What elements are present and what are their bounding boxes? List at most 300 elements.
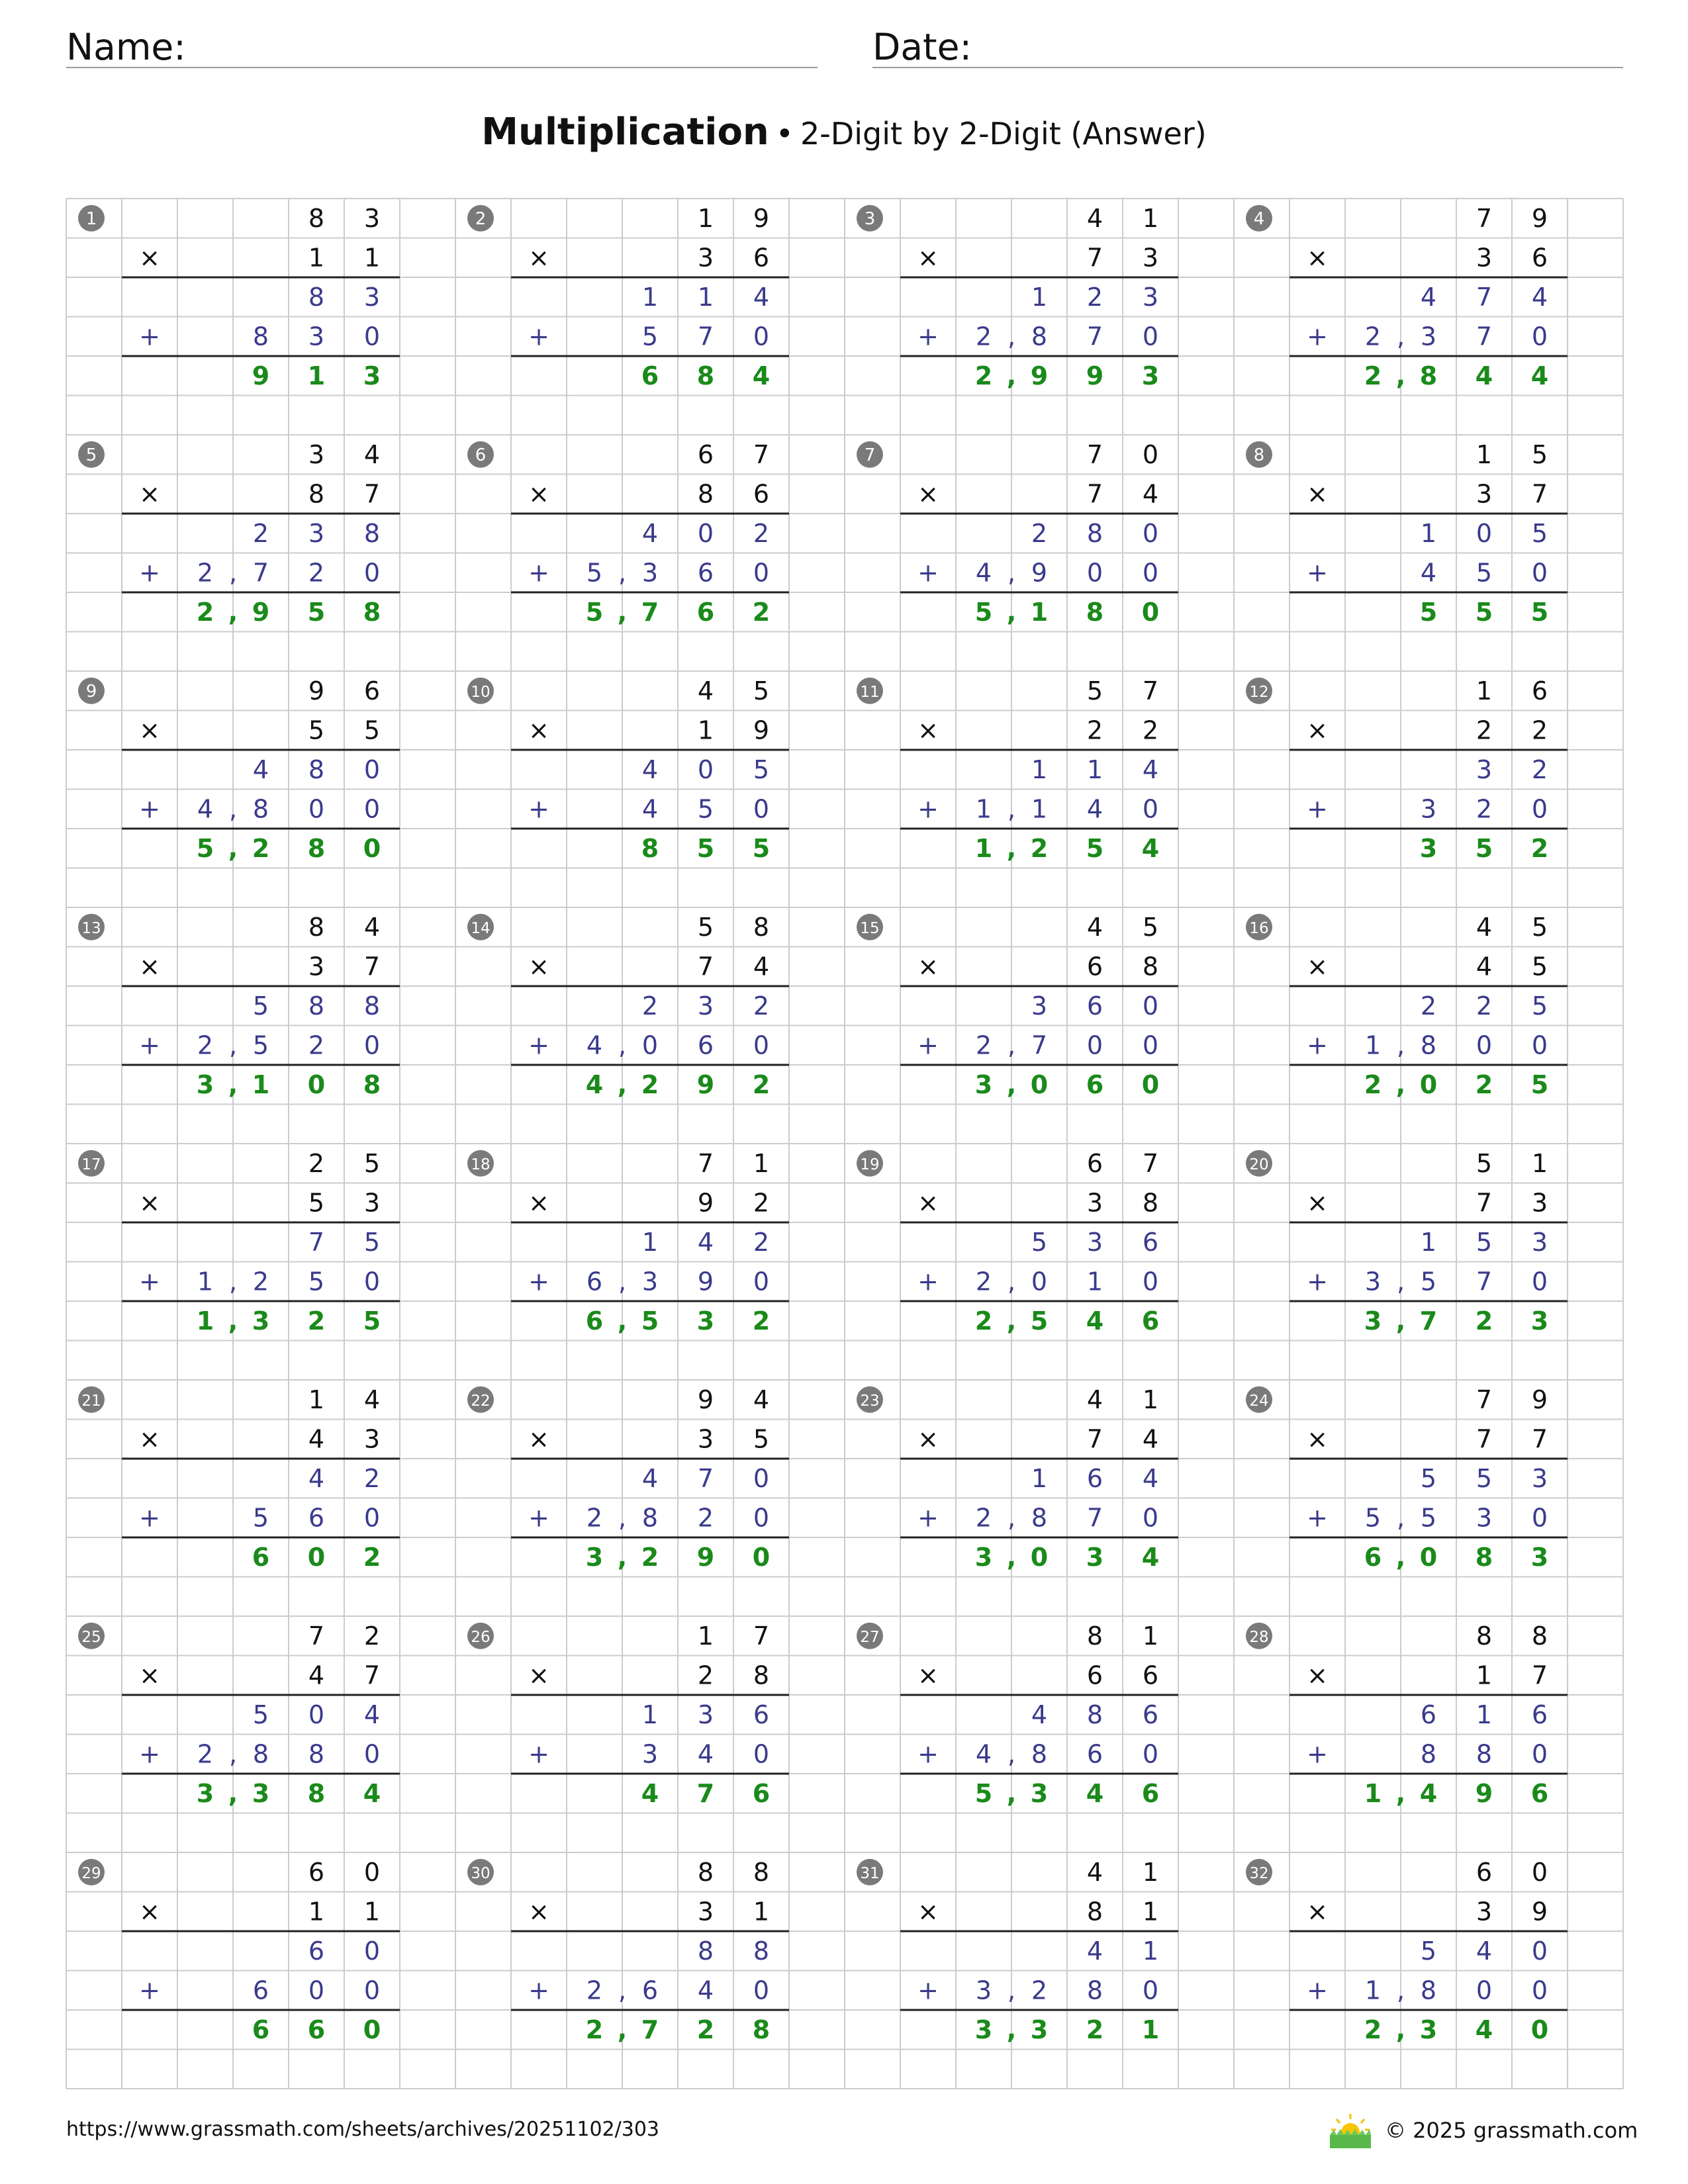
footer-copyright: © 2025 grassmath.com [1385,2118,1638,2143]
multiplier-digit: 5 [363,715,381,745]
answer-digit: 0 [1530,2015,1549,2044]
partial-product-digit: 3 [697,1700,714,1729]
multiplicand-digit: 8 [308,203,325,233]
partial-product-digit: 1 [641,1227,659,1257]
answer-digit: 0 [307,1069,326,1099]
multiplier-digit: 3 [363,1188,381,1218]
partial-product-digit: 4 [641,1463,659,1493]
answer-comma: , [1006,1542,1017,1572]
times-sign: × [1307,715,1328,745]
times-sign: × [139,952,160,981]
problem-22 [467,1385,789,1572]
partial-product-digit: 8 [641,1503,659,1533]
multiplicand-digit: 8 [697,1857,714,1887]
multiplier-digit: 6 [1086,1661,1103,1690]
answer-digit: 6 [1141,1778,1160,1808]
grid-lines [66,199,1623,2089]
multiplicand-digit: 4 [1086,1857,1103,1887]
answer-comma: , [228,1069,238,1099]
problem-10 [467,676,789,863]
multiplicand-digit: 4 [753,1385,770,1414]
multiplier-digit: 7 [1086,479,1103,509]
multiplier-digit: 8 [697,479,714,509]
problem-26 [467,1621,789,1808]
multiplicand-digit: 4 [1086,912,1103,942]
partial-product-digit: 2 [1031,1976,1048,2005]
multiplier-digit: 3 [697,1897,714,1927]
partial-product-digit: 0 [1142,322,1159,351]
multiplicand-digit: 0 [1142,439,1159,469]
answer-comma: , [617,1542,628,1572]
partial-product-digit: 7 [697,322,714,351]
times-sign: × [917,479,939,509]
times-sign: × [139,1661,160,1690]
partial-product-digit: 6 [1086,1739,1103,1769]
answer-digit: 2 [1475,1306,1493,1336]
multiplier-digit: 9 [753,715,770,745]
answer-digit: 2 [1364,2015,1382,2044]
answer-digit: 9 [252,361,270,390]
multiplier-digit: 8 [1086,1897,1103,1927]
partial-product-digit: 2 [1420,991,1437,1021]
partial-product-digit: 0 [753,794,770,824]
multiplicand-digit: 1 [1142,203,1159,233]
problem-29 [78,1858,400,2044]
multiplicand-digit: 7 [697,1148,714,1178]
partial-product-digit: 3 [1476,754,1493,784]
plus-sign: + [139,1976,160,2005]
partial-product-digit: 0 [1142,1030,1159,1060]
partial-product-digit: 5 [1420,1267,1437,1297]
answer-digit: 3 [196,1778,214,1808]
problem-8 [1246,440,1568,627]
partial-product-digit: 2 [308,558,325,588]
problem-number: 19 [860,1156,880,1173]
answer-comma: , [228,1778,238,1808]
multiplicand-digit: 7 [753,439,770,469]
partial-product-digit: 3 [975,1976,992,2005]
times-sign: × [917,952,939,981]
partial-product-digit: 2 [1476,794,1493,824]
answer-digit: 9 [696,1542,715,1572]
partial-product-digit: 0 [753,1503,770,1533]
partial-product-digit: 1 [1031,282,1048,312]
answer-digit: 8 [641,833,659,863]
partial-product-digit: 4 [697,1227,714,1257]
multiplicand-digit: 7 [1476,203,1493,233]
partial-product-digit: 5 [252,1700,269,1729]
times-sign: × [917,1661,939,1690]
problem-number: 30 [471,1864,491,1882]
multiplier-digit: 8 [308,479,325,509]
partial-product-digit: 1 [641,282,659,312]
times-sign: × [139,1188,160,1218]
answer-digit: 7 [641,2015,659,2044]
partial-product-digit: 2 [641,991,659,1021]
answer-digit: 6 [585,1306,604,1336]
answer-digit: 3 [974,2015,993,2044]
partial-product-digit: 8 [1031,1503,1048,1533]
answer-digit: 5 [1530,1069,1549,1099]
partial-product-digit: 2 [1031,518,1048,548]
answer-digit: 0 [1419,1542,1438,1572]
plus-sign: + [1307,1267,1328,1297]
partial-product-digit: 5 [1476,1227,1493,1257]
times-sign: × [1307,243,1328,273]
answer-digit: 3 [974,1542,993,1572]
multiplicand-digit: 0 [363,1857,381,1887]
partial-product-digit: 2 [975,1030,992,1060]
partial-product-digit: 1 [1476,1700,1493,1729]
partial-product-digit: 7 [1086,1503,1103,1533]
partial-product-comma: , [618,1503,627,1533]
answer-digit: 0 [1141,1069,1160,1099]
multiplicand-digit: 2 [308,1148,325,1178]
answer-digit: 4 [585,1069,604,1099]
plus-sign: + [528,1739,549,1769]
partial-product-digit: 0 [1086,558,1103,588]
problem-number: 2 [475,208,487,229]
problem-number: 20 [1249,1156,1269,1173]
multiplier-digit: 7 [1476,1424,1493,1454]
answer-digit: 7 [641,597,659,627]
multiplier-digit: 2 [1086,715,1103,745]
partial-product-digit: 3 [308,518,325,548]
answer-digit: 3 [252,1306,270,1336]
partial-product-comma: , [1007,1030,1016,1060]
answer-digit: 1 [307,361,326,390]
partial-product-digit: 0 [1031,1267,1048,1297]
answer-comma: , [228,833,238,863]
plus-sign: + [1307,558,1328,588]
answer-digit: 3 [1364,1306,1382,1336]
partial-product-digit: 4 [697,1976,714,2005]
multiplicand-digit: 1 [1476,439,1493,469]
multiplicand-digit: 2 [363,1621,381,1651]
problem-number: 6 [475,445,487,465]
multiplicand-digit: 6 [308,1857,325,1887]
partial-product-digit: 2 [1531,754,1548,784]
multiplier-digit: 8 [1142,952,1159,981]
multiplier-digit: 6 [753,243,770,273]
problem-number: 13 [81,919,101,937]
problem-5 [78,440,400,627]
answer-comma: , [1006,1778,1017,1808]
partial-product-digit: 6 [1531,1700,1548,1729]
partial-product-digit: 0 [753,1463,770,1493]
times-sign: × [1307,1897,1328,1927]
partial-product-digit: 9 [697,1267,714,1297]
partial-product-digit: 2 [753,1227,770,1257]
partial-product-digit: 4 [975,1739,992,1769]
times-sign: × [139,1897,160,1927]
problem-number: 12 [1249,683,1269,701]
partial-product-digit: 3 [1531,1227,1548,1257]
plus-sign: + [1307,794,1328,824]
problem-number: 24 [1249,1392,1269,1410]
answer-digit: 5 [974,1778,993,1808]
partial-product-digit: 4 [308,1463,325,1493]
partial-product-digit: 6 [1142,1227,1159,1257]
multiplier-digit: 1 [697,715,714,745]
answer-digit: 0 [363,833,381,863]
answer-digit: 0 [363,2015,381,2044]
answer-digit: 0 [307,1542,326,1572]
problem-28 [1246,1621,1568,1808]
partial-product-digit: 0 [363,322,381,351]
answer-digit: 8 [363,597,381,627]
partial-product-digit: 1 [1142,1936,1159,1966]
answer-comma: , [1395,1069,1406,1099]
multiplier-digit: 3 [1531,1188,1548,1218]
partial-product-digit: 1 [1420,1227,1437,1257]
partial-product-digit: 5 [697,794,714,824]
partial-product-digit: 7 [1476,322,1493,351]
multiplicand-digit: 1 [1476,676,1493,705]
answer-comma: , [1395,1778,1406,1808]
plus-sign: + [917,1976,939,2005]
partial-product-digit: 3 [363,282,381,312]
partial-product-comma: , [1396,1503,1405,1533]
partial-product-digit: 3 [641,1267,659,1297]
times-sign: × [917,1188,939,1218]
plus-sign: + [139,558,160,588]
problem-number: 16 [1249,919,1269,937]
partial-product-digit: 5 [308,1267,325,1297]
partial-product-digit: 5 [252,991,269,1021]
partial-product-digit: 0 [753,558,770,588]
partial-product-digit: 1 [1420,518,1437,548]
multiplier-digit: 7 [1476,1188,1493,1218]
partial-product-digit: 1 [641,1700,659,1729]
partial-product-comma: , [1396,1976,1405,2005]
problem-number: 7 [864,445,876,465]
answer-digit: 3 [363,361,381,390]
answer-comma: , [1006,833,1017,863]
times-sign: × [528,1188,549,1218]
multiplier-digit: 7 [1531,1661,1548,1690]
problem-number: 9 [85,681,97,702]
partial-product-comma: , [618,1030,627,1060]
answer-digit: 8 [1419,361,1438,390]
problem-number: 5 [85,445,97,465]
partial-product-comma: , [1396,322,1405,351]
partial-product-digit: 6 [1142,1700,1159,1729]
plus-sign: + [917,558,939,588]
partial-product-digit: 8 [1420,1030,1437,1060]
multiplier-digit: 1 [308,243,325,273]
partial-product-digit: 2 [252,1267,269,1297]
partial-product-digit: 0 [1142,794,1159,824]
answer-digit: 2 [1530,833,1549,863]
answer-digit: 3 [1419,833,1438,863]
partial-product-digit: 2 [1364,322,1382,351]
title-separator: • [775,116,794,152]
partial-product-digit: 5 [586,558,603,588]
problem-1 [78,204,400,390]
partial-product-digit: 0 [1142,991,1159,1021]
partial-product-digit: 0 [1142,518,1159,548]
answer-digit: 2 [752,1069,771,1099]
partial-product-digit: 4 [641,754,659,784]
multiplier-digit: 2 [1142,715,1159,745]
answer-digit: 2 [307,1306,326,1336]
partial-product-digit: 0 [363,558,381,588]
plus-sign: + [528,322,549,351]
partial-product-digit: 8 [363,991,381,1021]
multiplicand-digit: 4 [1086,203,1103,233]
answer-comma: , [617,1069,628,1099]
partial-product-digit: 8 [1031,1739,1048,1769]
times-sign: × [139,1424,160,1454]
problem-11 [857,676,1178,863]
partial-product-digit: 2 [697,1503,714,1533]
partial-product-digit: 5 [1364,1503,1382,1533]
partial-product-comma: , [228,794,238,824]
multiplicand-digit: 5 [1142,912,1159,942]
answer-digit: 5 [307,597,326,627]
answer-digit: 3 [1530,1542,1549,1572]
partial-product-digit: 6 [753,1700,770,1729]
problem-number: 23 [860,1392,880,1410]
partial-product-digit: 0 [363,754,381,784]
partial-product-digit: 7 [1476,282,1493,312]
multiplier-digit: 6 [753,479,770,509]
plus-sign: + [528,558,549,588]
partial-product-digit: 3 [697,991,714,1021]
times-sign: × [1307,1661,1328,1690]
partial-product-digit: 8 [1086,1700,1103,1729]
partial-product-digit: 0 [308,1700,325,1729]
partial-product-digit: 2 [753,991,770,1021]
partial-product-digit: 3 [1420,794,1437,824]
partial-product-digit: 6 [1420,1700,1437,1729]
answer-digit: 9 [696,1069,715,1099]
multiplicand-digit: 3 [363,203,381,233]
multiplicand-digit: 9 [697,1385,714,1414]
partial-product-digit: 0 [753,1030,770,1060]
multiplicand-digit: 6 [1476,1857,1493,1887]
answer-digit: 0 [752,1542,771,1572]
times-sign: × [528,1897,549,1927]
multiplier-digit: 7 [363,952,381,981]
multiplier-digit: 1 [753,1897,770,1927]
partial-product-digit: 4 [641,518,659,548]
answer-digit: 3 [196,1069,214,1099]
times-sign: × [528,715,549,745]
answer-digit: 5 [696,833,715,863]
multiplicand-digit: 6 [363,676,381,705]
answer-digit: 0 [1419,1069,1438,1099]
partial-product-digit: 6 [1086,991,1103,1021]
multiplicand-digit: 1 [1142,1621,1159,1651]
partial-product-comma: , [1007,794,1016,824]
answer-digit: 4 [1475,361,1493,390]
partial-product-comma: , [1396,1030,1405,1060]
answer-digit: 8 [696,361,715,390]
answer-digit: 6 [252,2015,270,2044]
partial-product-digit: 0 [363,1739,381,1769]
partial-product-digit: 4 [252,754,269,784]
plus-sign: + [1307,1503,1328,1533]
partial-product-digit: 7 [1476,1267,1493,1297]
multiplicand-digit: 8 [308,912,325,942]
partial-product-digit: 5 [753,754,770,784]
partial-product-digit: 2 [975,322,992,351]
partial-product-digit: 2 [975,1503,992,1533]
plus-sign: + [139,322,160,351]
partial-product-comma: , [1007,558,1016,588]
partial-product-comma: , [228,558,238,588]
answer-digit: 5 [363,1306,381,1336]
multiplicand-digit: 5 [1531,439,1548,469]
multiplicand-digit: 1 [697,1621,714,1651]
partial-product-comma: , [1396,1267,1405,1297]
partial-product-digit: 0 [308,794,325,824]
partial-product-digit: 1 [697,282,714,312]
partial-product-digit: 7 [252,558,269,588]
answer-digit: 4 [1086,1306,1104,1336]
answer-digit: 9 [1030,361,1049,390]
multiplier-digit: 7 [1086,243,1103,273]
partial-product-digit: 0 [1531,1267,1548,1297]
partial-product-digit: 0 [363,1267,381,1297]
partial-product-digit: 6 [308,1503,325,1533]
multiplier-digit: 9 [1531,1897,1548,1927]
partial-product-digit: 4 [1031,1700,1048,1729]
problem-24 [1246,1385,1568,1572]
times-sign: × [1307,479,1328,509]
problem-19 [857,1149,1178,1336]
partial-product-digit: 5 [252,1503,269,1533]
answer-comma: , [1395,2015,1406,2044]
partial-product-digit: 6 [697,558,714,588]
times-sign: × [1307,952,1328,981]
partial-product-digit: 6 [697,1030,714,1060]
problem-25 [78,1621,400,1808]
problem-21 [78,1385,400,1572]
answer-digit: 5 [196,833,214,863]
partial-product-comma: , [618,1267,627,1297]
multiplicand-digit: 9 [308,676,325,705]
partial-product-digit: 5 [1420,1503,1437,1533]
multiplier-digit: 4 [753,952,770,981]
multiplier-digit: 1 [1142,1897,1159,1927]
multiplier-digit: 1 [363,243,381,273]
plus-sign: + [1307,1739,1328,1769]
times-sign: × [917,1424,939,1454]
plus-sign: + [917,1503,939,1533]
partial-product-digit: 4 [197,794,214,824]
partial-product-digit: 5 [1420,1936,1437,1966]
problem-number: 3 [864,208,876,229]
plus-sign: + [917,794,939,824]
partial-product-digit: 0 [363,794,381,824]
partial-product-digit: 6 [586,1267,603,1297]
partial-product-digit: 8 [363,518,381,548]
partial-product-digit: 4 [1142,1463,1159,1493]
answer-digit: 2 [252,833,270,863]
problem-number: 4 [1253,208,1265,229]
answer-comma: , [1006,361,1017,390]
partial-product-digit: 0 [1142,1267,1159,1297]
partial-product-digit: 8 [753,1936,770,1966]
partial-product-digit: 0 [1531,558,1548,588]
times-sign: × [528,1661,549,1690]
partial-product-digit: 0 [1531,322,1548,351]
multiplicand-digit: 5 [697,912,714,942]
answer-digit: 4 [641,1778,659,1808]
